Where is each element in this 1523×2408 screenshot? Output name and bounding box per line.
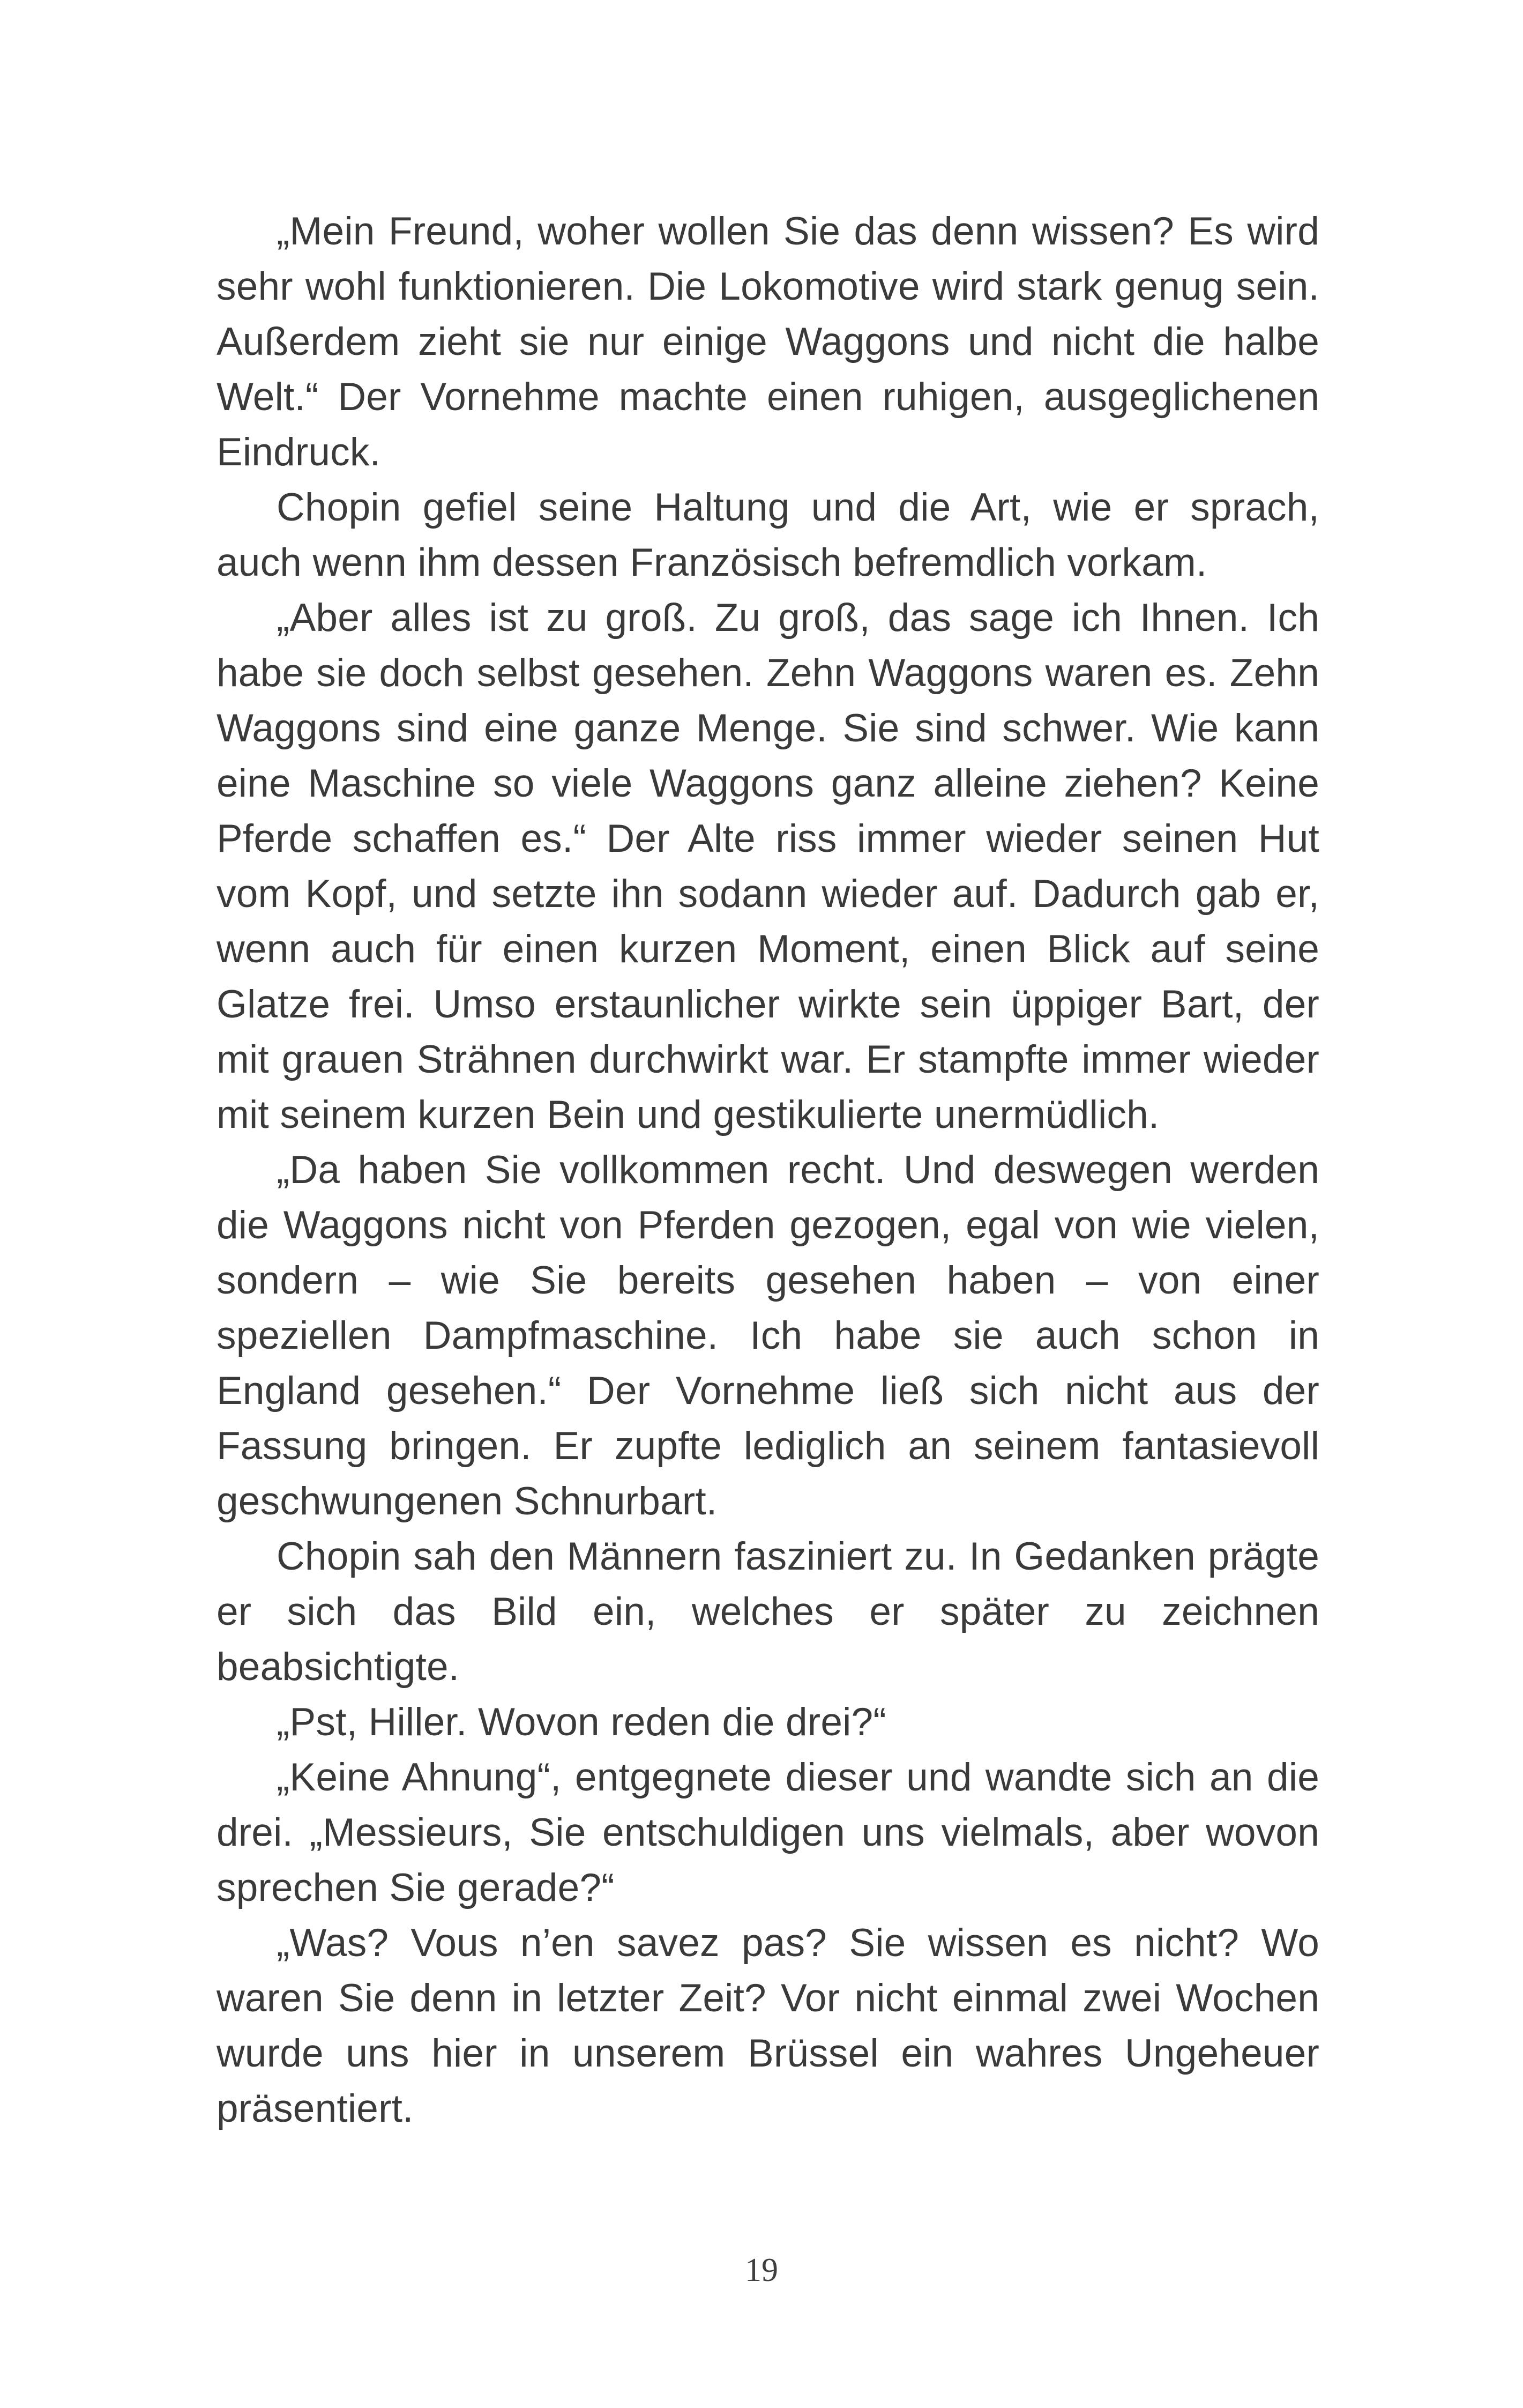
body-text	[216, 204, 1319, 2136]
paragraph: „Pst, Hiller. Wovon reden die drei?“	[277, 1700, 886, 1744]
paragraph: „Keine Ahnung“, entgegnete dieser und wandte sich an die drei. „Messieurs, Sie entschuldigen uns vielmals, aber wovon sprechen Sie gerade?“	[216, 1756, 1319, 1909]
paragraph: „Da haben Sie vollkommen recht. Und deswegen werden die Waggons nicht von Pferden gezogen, egal von wie vielen, sondern – wie Sie bereits gesehen haben – von einer speziellen Dampfmaschine. Ich habe sie auch schon in England gesehen.“ Der Vornehme ließ sich nicht aus der Fassung bringen. Er zupfte lediglich an seinem fantasievoll geschwungenen Schnurbart.	[216, 1148, 1319, 1523]
paragraph: „Was? Vous n’en savez pas? Sie wissen es nicht? Wo waren Sie denn in letzter Zeit? Vor nicht einmal zwei Wochen wurde uns hier in unserem Brüssel ein wahres Ungeheuer präsentiert.	[216, 1921, 1319, 2130]
page-number: 19	[745, 2252, 778, 2288]
paragraph: „Aber alles ist zu groß. Zu groß, das sage ich Ihnen. Ich habe sie doch selbst gesehen. Zehn Waggons waren es. Zehn Waggons sind eine ganze Menge. Sie sind schwer. Wie kann eine Maschine so viele Waggons ganz alleine ziehen? Keine Pferde schaffen es.“ Der Alte riss immer wieder seinen Hut vom Kopf, und setzte ihn sodann wieder auf. Dadurch gab er, wenn auch für einen kurzen Moment, einen Blick auf seine Glatze frei. Umso erstaunlicher wirkte sein üppiger Bart, der mit grauen Strähnen durchwirkt war. Er stampfte immer wieder mit seinem kurzen Bein und gestikulierte unermüdlich.	[216, 596, 1319, 1136]
paragraph: „Mein Freund, woher wollen Sie das denn wissen? Es wird sehr wohl funktionieren. Die Lokomotive wird stark genug sein. Außerdem zieht sie nur einige Waggons und nicht die halbe Welt.“ Der Vornehme machte einen ruhigen, ausgeglichenen Eindruck.	[216, 210, 1319, 474]
paragraph: Chopin sah den Männern fasziniert zu. In Gedanken prägte er sich das Bild ein, welches er später zu zeichnen beabsichtigte.	[216, 1535, 1319, 1689]
paragraph: Chopin gefiel seine Haltung und die Art, wie er sprach, auch wenn ihm dessen Französisch befremdlich vorkam.	[216, 486, 1319, 584]
